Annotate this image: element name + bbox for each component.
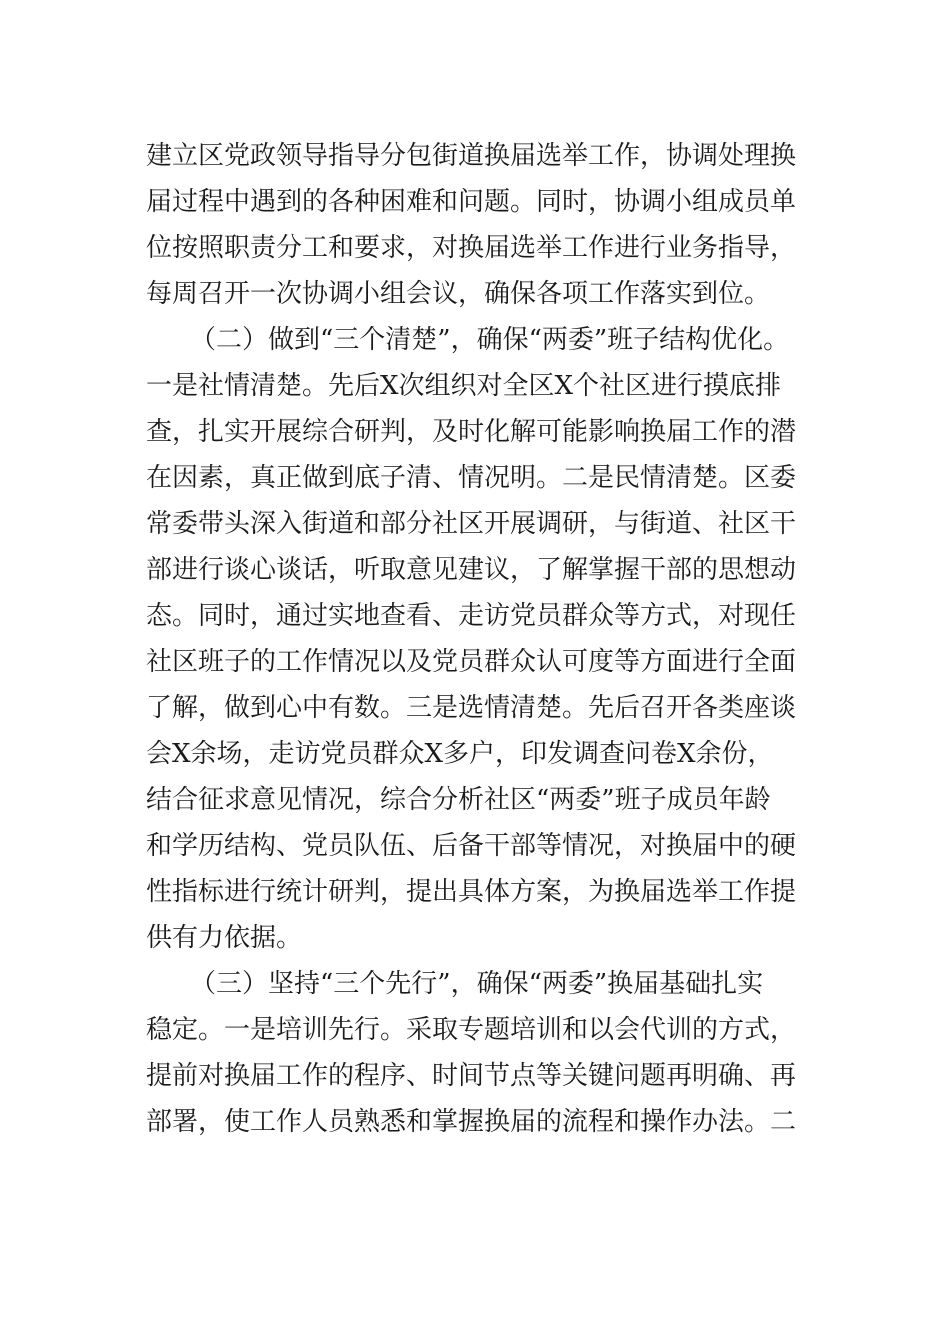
text-line: 会X余场，走访党员群众X多户，印发调查问卷X余份， <box>146 739 774 769</box>
text-line: 提前对换届工作的程序、时间节点等关键问题再明确、再 <box>146 1061 797 1091</box>
section-heading-3: （三）坚持“三个先行”，确保“两委”换届基础扎实 <box>190 969 764 999</box>
text-line: 供有力依据。 <box>146 923 303 953</box>
text-line: 结合征求意见情况，综合分析社区“两委”班子成员年龄 <box>146 785 771 815</box>
text-line: 查，扎实开展综合研判，及时化解可能影响换届工作的潜 <box>146 417 797 447</box>
text-line: 社区班子的工作情况以及党员群众认可度等方面进行全面 <box>146 647 797 677</box>
text-line: 部进行谈心谈话，听取意见建议，了解掌握干部的思想动 <box>146 555 797 585</box>
text-line: 届过程中遇到的各种困难和问题。同时，协调小组成员单 <box>146 187 797 217</box>
text-line: 常委带头深入街道和部分社区开展调研，与街道、社区干 <box>146 509 797 539</box>
text-line: 了解，做到心中有数。三是选情清楚。先后召开各类座谈 <box>146 693 797 723</box>
text-line: 态。同时，通过实地查看、走访党员群众等方式，对现任 <box>146 601 797 631</box>
text-line: 稳定。一是培训先行。采取专题培训和以会代训的方式， <box>146 1015 797 1045</box>
body-text <box>146 133 826 1145</box>
text-line: 每周召开一次协调小组会议，确保各项工作落实到位。 <box>146 279 771 309</box>
text-line: 在因素，真正做到底子清、情况明。二是民情清楚。区委 <box>146 463 797 493</box>
text-line: 建立区党政领导指导分包街道换届选举工作，协调处理换 <box>146 141 797 171</box>
text-line: 性指标进行统计研判，提出具体方案，为换届选举工作提 <box>146 877 797 907</box>
text-line: 一是社情清楚。先后X次组织对全区X个社区进行摸底排 <box>146 371 782 401</box>
text-line: 部署，使工作人员熟悉和掌握换届的流程和操作办法。二 <box>146 1107 797 1137</box>
text-line: 位按照职责分工和要求，对换届选举工作进行业务指导， <box>146 233 797 263</box>
section-heading-2: （二）做到“三个清楚”，确保“两委”班子结构优化。 <box>190 325 790 355</box>
text-line: 和学历结构、党员队伍、后备干部等情况，对换届中的硬 <box>146 831 797 861</box>
